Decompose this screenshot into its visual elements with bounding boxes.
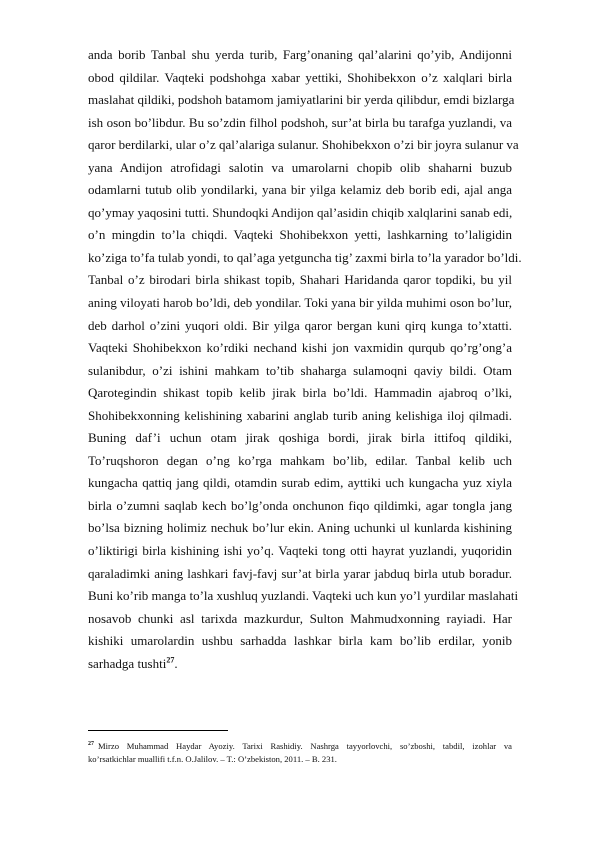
text-line: To’ruqshoron degan o’ng ko’rga mahkam bo’lib, edilar. Tanbal kelib uch xyxy=(88,452,512,468)
text-line: ish oson bo’libdur. Bu so’zdin filhol podshoh, sur’at birla bu tarafga yuzlandi, va xyxy=(88,114,512,130)
text-line: Tanbal o’z birodari birla shikast topib, Shahari Haridanda qaror topdiki, bu yil xyxy=(88,272,512,288)
text-line: aning viloyati harob bo’ldi, deb yondilar. Toki yana bir yilda muhimi oson bo’lur, xyxy=(88,295,513,311)
text-line: qaror berdilarki, ular o’z qal’alariga sulanur. Shohibekxon o’zi bir joyra sulanur va xyxy=(88,137,519,153)
text-line: Qarotegindin shikast topib kelib jirak birla bo’ldi. Hammadin ajabroq o’lki, xyxy=(88,385,512,401)
text-line-last: sarhadga tushti$^{27}$. xyxy=(88,655,178,671)
footnote-separator xyxy=(88,730,228,731)
main-paragraph xyxy=(88,44,522,675)
footnote xyxy=(88,740,512,766)
text-line-last-content: sarhadga tushti xyxy=(88,655,167,671)
text-line: Buning daf’i uchun otam jirak qoshiga bordi, jirak birla ittifoq qildiki, xyxy=(88,430,512,446)
footnote-reference[interactable]: 27 xyxy=(166,655,175,665)
text-line: qaraladimki aning lashkari favj-favj sur’at birla yarar jabduq birla utub boradur. xyxy=(88,565,512,581)
footnote-number: 27 xyxy=(88,741,94,748)
text-line: Buni ko’rib manga to’la xushluq yuzlandi. Vaqteki uch kun yo’l yurdilar maslahati xyxy=(88,588,519,604)
footnote-line xyxy=(88,740,512,753)
text-line: yana Andijon atrofidagi salotin va umarolarni chopib olib shaharni buzub xyxy=(88,159,512,175)
text-line: Shohibekxonning kelishining xabarini anglab turib aning kelishiga iloj qilmadi. xyxy=(88,407,512,423)
text-line: kishiki umarolardin ushbu sarhadda lashkar birla kam bo’lib erdilar, yonib xyxy=(88,633,512,649)
text-line: sulanibdur, o’zi ishini mahkam to’tib shaharga sulamoqni qaviy bildi. Otam xyxy=(88,362,512,378)
text-line: o’n mingdin to’la chiqdi. Vaqteki Shohibekxon yetti, lashkarning to’laligidin xyxy=(88,227,512,243)
text-line: o’liktirigi birla kishining ishi yo’q. Vaqteki tong otti hayrat yuzlandi, yuqoridin xyxy=(88,543,512,559)
text-line: odamlarni tutub olib yondilarki, yana bir yilga kelamiz deb borib edi, ajal anga xyxy=(88,182,512,198)
text-line: maslahat qildiki, podshoh batamom jamiyatlarini bir yerda qilibdur, emdi bizlarga xyxy=(88,92,515,108)
text-line: qo’ymay yaqosini tutti. Shundoqki Andijon qal’asidin chiqib xalqlarini sanab edi, xyxy=(88,204,513,220)
text-line: ko’ziga to’fa tulab yondi, to qal’aga yetguncha tig’ zaxmi birla to’la yarador bo’ldi. xyxy=(88,249,522,265)
text-line: nosavob chunki asl tarixda mazkurdur, Sulton Mahmudxonning rayiadi. Har xyxy=(88,610,512,626)
footnote-text: Mirzo Muhammad Haydar Ayoziy. Tarixi Rashidiy. Nashrga tayyorlovchi, so’zboshi, tabdil, izohlar va xyxy=(98,741,512,751)
footnote-line-last: ko’rsatkichlar muallifi t.f.n. O.Jalilov. – T.: O’zbekiston, 2011. – B. 231. xyxy=(88,754,337,764)
text-line: obod qildilar. Vaqteki podshohga xabar yettiki, Shohibekxon o’z xalqlari birla xyxy=(88,69,512,85)
text-line: anda borib Tanbal shu yerda turib, Farg’onaning qal’alarini qo’yib, Andijonni xyxy=(88,47,512,62)
text-line: birla o’zumni saqlab kech bo’lg’onda onchunon fiqo qildimki, agar tongla jang xyxy=(88,497,512,513)
text-line: bo’lsa bizning holimiz nechuk bo’lur ekin. Aning uchunki ul kunlarda kishining xyxy=(88,520,512,536)
text-line: deb darhol o’zini yuqori oldi. Bir yilga qaror bergan kuni qirq kunga to’xtatti. xyxy=(88,317,512,333)
text-line: Vaqteki Shohibekxon ko’rdiki nechand kishi jon vaxmidin qurqub qo’rg’ong’a xyxy=(88,340,512,356)
text-line: kungacha qattiq jang qildi, otamdin surab edim, ayttiki uch kungacha yuz xiyla xyxy=(88,475,512,491)
